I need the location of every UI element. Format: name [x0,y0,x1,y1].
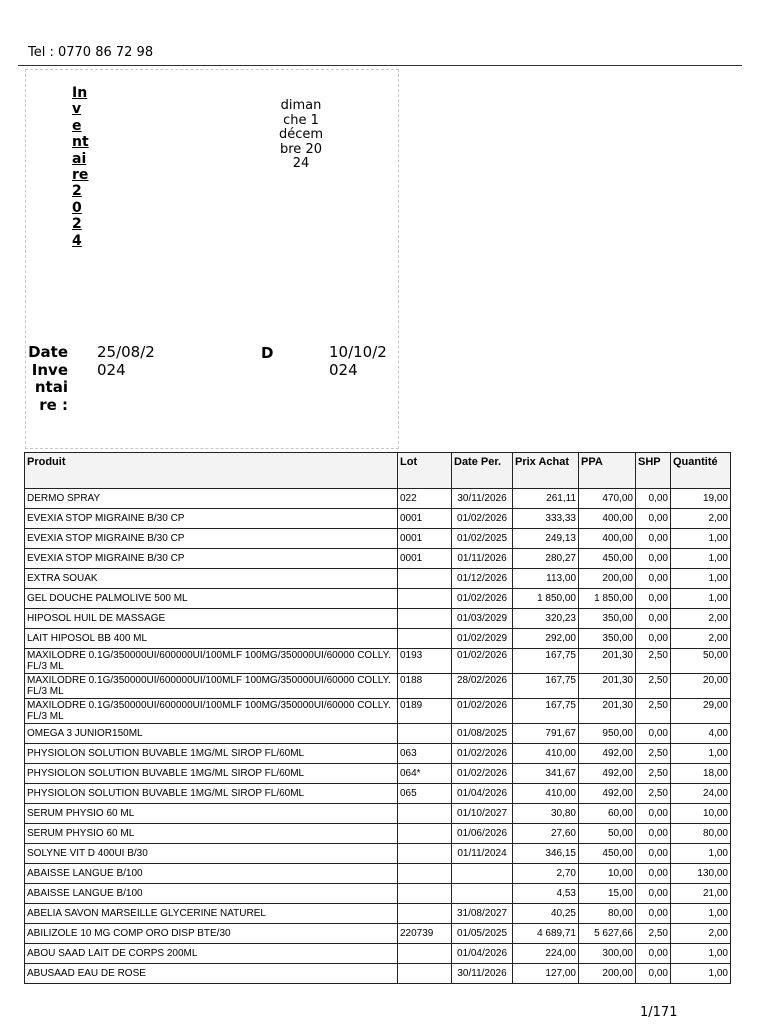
cell-prix-achat: 346,15 [513,844,579,864]
cell-prix-achat: 224,00 [513,944,579,964]
cell-lot [398,609,452,629]
cell-ppa: 492,00 [579,764,636,784]
cell-ppa: 350,00 [579,629,636,649]
cell-prix-achat: 292,00 [513,629,579,649]
table-row [25,724,731,744]
cell-produit: MAXILODRE 0.1G/350000UI/600000UI/100MLF 100MG/350000UI/60000 COLLY. FL/3 ML [25,674,398,699]
col-header-date-per: Date Per. [452,453,513,489]
cell-produit: SERUM PHYSIO 60 ML [25,804,398,824]
table-row [25,844,731,864]
cell-prix-achat: 167,75 [513,699,579,724]
cell-produit: ABAISSE LANGUE B/100 [25,864,398,884]
cell-date-per: 01/12/2026 [452,569,513,589]
table-row [25,804,731,824]
table-row [25,964,731,984]
cell-lot: 0188 [398,674,452,699]
cell-ppa: 400,00 [579,509,636,529]
cell-quantite: 24,00 [671,784,731,804]
cell-lot: 063 [398,744,452,764]
cell-prix-achat: 4,53 [513,884,579,904]
cell-quantite: 80,00 [671,824,731,844]
cell-quantite: 1,00 [671,904,731,924]
col-header-quantite: Quantité [671,453,731,489]
cell-ppa: 470,00 [579,489,636,509]
table-header-row [25,453,731,489]
telephone-line: Tel : 0770 86 72 98 [28,45,154,60]
cell-prix-achat: 261,11 [513,489,579,509]
cell-date-per: 30/11/2026 [452,489,513,509]
cell-shp: 0,00 [636,964,671,984]
cell-ppa: 201,30 [579,699,636,724]
cell-quantite: 10,00 [671,804,731,824]
cell-lot: 0001 [398,549,452,569]
cell-date-per: 30/11/2026 [452,964,513,984]
cell-lot [398,884,452,904]
d-label: D [261,344,274,362]
cell-ppa: 5 627,66 [579,924,636,944]
cell-date-per: 01/11/2026 [452,549,513,569]
cell-quantite: 18,00 [671,764,731,784]
cell-produit: PHYSIOLON SOLUTION BUVABLE 1MG/ML SIROP FL/60ML [25,744,398,764]
cell-lot [398,824,452,844]
cell-prix-achat: 30,80 [513,804,579,824]
cell-quantite: 19,00 [671,489,731,509]
cell-produit: HIPOSOL HUIL DE MASSAGE [25,609,398,629]
cell-ppa: 200,00 [579,964,636,984]
cell-lot [398,589,452,609]
table-row [25,924,731,944]
cell-lot: 064* [398,764,452,784]
cell-lot [398,724,452,744]
cell-prix-achat: 27,60 [513,824,579,844]
cell-shp: 2,50 [636,784,671,804]
cell-quantite: 2,00 [671,924,731,944]
table-row [25,864,731,884]
cell-quantite: 1,00 [671,944,731,964]
table-row [25,609,731,629]
cell-date-per: 01/08/2025 [452,724,513,744]
table-row [25,674,731,699]
cell-date-per [452,884,513,904]
cell-prix-achat: 4 689,71 [513,924,579,944]
cell-date-per: 01/11/2024 [452,844,513,864]
cell-date-per: 01/02/2029 [452,629,513,649]
cell-quantite: 20,00 [671,674,731,699]
table-row [25,649,731,674]
cell-lot: 022 [398,489,452,509]
cell-shp: 2,50 [636,699,671,724]
cell-quantite: 2,00 [671,609,731,629]
cell-shp: 2,50 [636,924,671,944]
cell-prix-achat: 113,00 [513,569,579,589]
cell-produit: EXTRA SOUAK [25,569,398,589]
cell-shp: 0,00 [636,509,671,529]
cell-prix-achat: 249,13 [513,529,579,549]
cell-lot [398,844,452,864]
cell-date-per: 01/04/2026 [452,944,513,964]
cell-ppa: 50,00 [579,824,636,844]
cell-ppa: 350,00 [579,609,636,629]
cell-date-per: 01/05/2025 [452,924,513,944]
cell-ppa: 300,00 [579,944,636,964]
cell-date-per: 01/02/2026 [452,699,513,724]
cell-produit: EVEXIA STOP MIGRAINE B/30 CP [25,509,398,529]
table-row [25,824,731,844]
cell-quantite: 50,00 [671,649,731,674]
table-row [25,944,731,964]
cell-quantite: 130,00 [671,864,731,884]
cell-ppa: 15,00 [579,884,636,904]
cell-date-per: 01/02/2026 [452,649,513,674]
cell-lot: 065 [398,784,452,804]
cell-date-per: 01/04/2026 [452,784,513,804]
cell-prix-achat: 2,70 [513,864,579,884]
cell-shp: 2,50 [636,764,671,784]
table-row [25,764,731,784]
cell-quantite: 1,00 [671,569,731,589]
col-header-lot: Lot [398,453,452,489]
cell-quantite: 1,00 [671,549,731,569]
cell-produit: LAIT HIPOSOL BB 400 ML [25,629,398,649]
cell-lot [398,629,452,649]
cell-shp: 0,00 [636,629,671,649]
cell-date-per: 28/02/2026 [452,674,513,699]
table-row [25,549,731,569]
inventory-table [24,452,731,984]
cell-shp: 0,00 [636,804,671,824]
cell-produit: ABELIA SAVON MARSEILLE GLYCERINE NATUREL [25,904,398,924]
col-header-prix-achat: Prix Achat [513,453,579,489]
inventory-title: Inventaire 2024 [72,85,89,249]
cell-prix-achat: 410,00 [513,744,579,764]
cell-ppa: 492,00 [579,784,636,804]
cell-date-per [452,864,513,884]
cell-lot: 220739 [398,924,452,944]
cell-date-per: 01/02/2025 [452,529,513,549]
date-inventory-label: Date Inventaire : [28,343,68,414]
cell-lot [398,804,452,824]
cell-shp: 0,00 [636,609,671,629]
table-row [25,489,731,509]
cell-prix-achat: 320,23 [513,609,579,629]
cell-lot: 0193 [398,649,452,674]
cell-shp: 2,50 [636,649,671,674]
table-row [25,904,731,924]
cell-quantite: 1,00 [671,844,731,864]
cell-produit: SERUM PHYSIO 60 ML [25,824,398,844]
col-header-ppa: PPA [579,453,636,489]
col-header-shp: SHP [636,453,671,489]
cell-shp: 0,00 [636,529,671,549]
cell-produit: EVEXIA STOP MIGRAINE B/30 CP [25,549,398,569]
cell-shp: 2,50 [636,674,671,699]
cell-produit: GEL DOUCHE PALMOLIVE 500 ML [25,589,398,609]
cell-shp: 0,00 [636,724,671,744]
table-row [25,884,731,904]
cell-quantite: 2,00 [671,509,731,529]
cell-shp: 0,00 [636,944,671,964]
cell-produit: SOLYNE VIT D 400UI B/30 [25,844,398,864]
date-start: 25/08/2024 [97,343,155,379]
table-row [25,629,731,649]
cell-shp: 0,00 [636,904,671,924]
cell-quantite: 21,00 [671,884,731,904]
cell-shp: 0,00 [636,844,671,864]
cell-shp: 0,00 [636,489,671,509]
cell-ppa: 400,00 [579,529,636,549]
table-row [25,784,731,804]
cell-prix-achat: 167,75 [513,674,579,699]
cell-produit: EVEXIA STOP MIGRAINE B/30 CP [25,529,398,549]
cell-prix-achat: 40,25 [513,904,579,924]
cell-ppa: 60,00 [579,804,636,824]
table-row [25,589,731,609]
cell-date-per: 01/10/2027 [452,804,513,824]
cell-quantite: 1,00 [671,589,731,609]
cell-quantite: 4,00 [671,724,731,744]
cell-produit: ABOU SAAD LAIT DE CORPS 200ML [25,944,398,964]
header-divider [18,65,742,66]
cell-ppa: 201,30 [579,649,636,674]
cell-shp: 0,00 [636,549,671,569]
cell-produit: DERMO SPRAY [25,489,398,509]
cell-prix-achat: 791,67 [513,724,579,744]
cell-prix-achat: 167,75 [513,649,579,674]
cell-date-per: 01/02/2026 [452,589,513,609]
cell-lot [398,864,452,884]
cell-shp: 0,00 [636,864,671,884]
cell-produit: MAXILODRE 0.1G/350000UI/600000UI/100MLF 100MG/350000UI/60000 COLLY. FL/3 ML [25,649,398,674]
cell-quantite: 29,00 [671,699,731,724]
cell-shp: 0,00 [636,884,671,904]
cell-produit: PHYSIOLON SOLUTION BUVABLE 1MG/ML SIROP FL/60ML [25,764,398,784]
cell-ppa: 200,00 [579,569,636,589]
cell-ppa: 10,00 [579,864,636,884]
table-row [25,569,731,589]
cell-lot [398,964,452,984]
cell-lot: 0001 [398,509,452,529]
table-row [25,529,731,549]
cell-shp: 0,00 [636,589,671,609]
cell-ppa: 80,00 [579,904,636,924]
cell-prix-achat: 280,27 [513,549,579,569]
cell-produit: OMEGA 3 JUNIOR150ML [25,724,398,744]
cell-quantite: 1,00 [671,964,731,984]
cell-prix-achat: 341,67 [513,764,579,784]
cell-produit: ABAISSE LANGUE B/100 [25,884,398,904]
cell-shp: 2,50 [636,744,671,764]
cell-ppa: 450,00 [579,549,636,569]
cell-quantite: 2,00 [671,629,731,649]
table-row [25,744,731,764]
cell-lot [398,569,452,589]
cell-prix-achat: 333,33 [513,509,579,529]
report-day: dimanche 1 décembre 2024 [278,98,324,171]
cell-date-per: 01/02/2026 [452,509,513,529]
cell-lot: 0189 [398,699,452,724]
cell-date-per: 31/08/2027 [452,904,513,924]
cell-ppa: 450,00 [579,844,636,864]
cell-date-per: 01/06/2026 [452,824,513,844]
table-row [25,509,731,529]
cell-prix-achat: 127,00 [513,964,579,984]
date-end: 10/10/2024 [329,343,387,379]
cell-ppa: 950,00 [579,724,636,744]
cell-lot [398,944,452,964]
cell-prix-achat: 410,00 [513,784,579,804]
col-header-produit: Produit [25,453,398,489]
cell-quantite: 1,00 [671,744,731,764]
cell-shp: 0,00 [636,824,671,844]
cell-lot: 0001 [398,529,452,549]
cell-produit: MAXILODRE 0.1G/350000UI/600000UI/100MLF 100MG/350000UI/60000 COLLY. FL/3 ML [25,699,398,724]
cell-produit: ABUSAAD EAU DE ROSE [25,964,398,984]
cell-shp: 0,00 [636,569,671,589]
cell-date-per: 01/02/2026 [452,744,513,764]
cell-prix-achat: 1 850,00 [513,589,579,609]
cell-ppa: 1 850,00 [579,589,636,609]
cell-date-per: 01/02/2026 [452,764,513,784]
cell-ppa: 492,00 [579,744,636,764]
cell-produit: ABILIZOLE 10 MG COMP ORO DISP BTE/30 [25,924,398,944]
page-number: 1/171 [640,1005,678,1020]
cell-lot [398,904,452,924]
cell-produit: PHYSIOLON SOLUTION BUVABLE 1MG/ML SIROP FL/60ML [25,784,398,804]
cell-ppa: 201,30 [579,674,636,699]
cell-quantite: 1,00 [671,529,731,549]
cell-date-per: 01/03/2029 [452,609,513,629]
table-row [25,699,731,724]
